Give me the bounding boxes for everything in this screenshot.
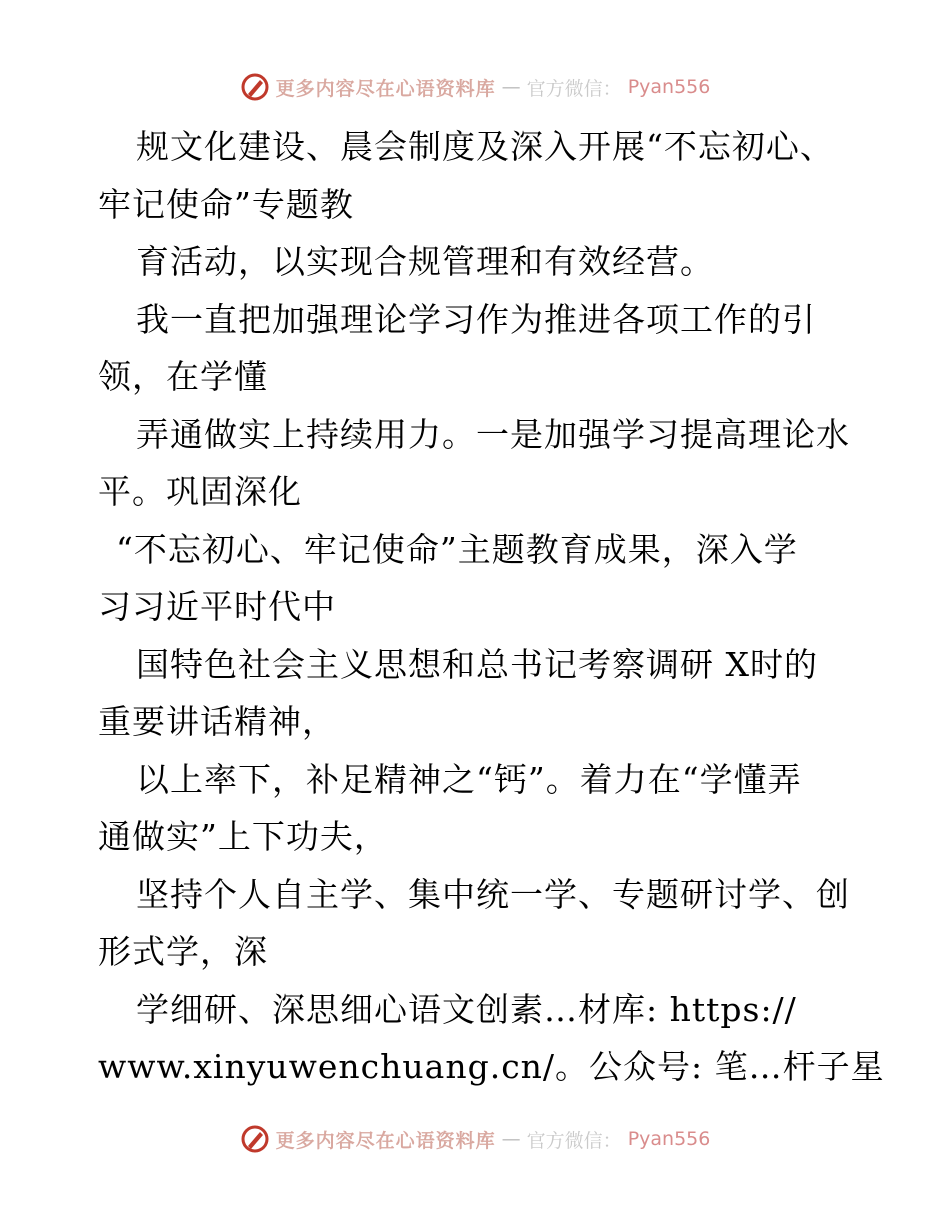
body-line: 牢记使命”专题教 bbox=[98, 184, 354, 224]
body-line: 学细研、深思细心语文创素…材库: https:// bbox=[136, 989, 797, 1029]
pen-circle-logo-icon bbox=[240, 72, 270, 102]
body-line: 坚持个人自主学、集中统一学、专题研讨学、创 bbox=[136, 874, 850, 914]
pen-circle-logo-icon bbox=[240, 1124, 270, 1154]
body-line: 国特色社会主义思想和总书记考察调研 X时的 bbox=[136, 644, 818, 684]
body-line: 习习近平时代中 bbox=[98, 587, 336, 626]
document-body bbox=[98, 118, 885, 1096]
watermark-main-text: 更多内容尽在心语资料库 bbox=[275, 77, 496, 100]
watermark-contact-id: Pyan556 bbox=[627, 1128, 711, 1150]
body-line: 重要讲话精神， bbox=[98, 702, 336, 741]
watermark-footer bbox=[0, 1124, 950, 1154]
body-line: 育活动，以实现合规管理和有效经营。 bbox=[136, 242, 714, 281]
watermark-contact-id: Pyan556 bbox=[627, 76, 711, 98]
body-line: 我一直把加强理论学习作为推进各项工作的引 bbox=[136, 299, 816, 339]
body-line: 规文化建设、晨会制度及深入开展“不忘初心、 bbox=[136, 127, 834, 166]
watermark-separator: — bbox=[501, 76, 521, 98]
body-line: 形式学，深 bbox=[98, 932, 268, 971]
body-line: 通做实”上下功夫， bbox=[98, 817, 388, 856]
body-line: 弄通做实上持续用力。一是加强学习提高理论水 bbox=[136, 414, 850, 454]
body-line: 平。巩固深化 bbox=[98, 472, 302, 511]
watermark-main-text: 更多内容尽在心语资料库 bbox=[275, 1129, 496, 1152]
watermark-header bbox=[0, 72, 950, 102]
body-line: “不忘初心、牢记使命”主题教育成果，深入学 bbox=[116, 529, 798, 569]
body-line: 领，在学懂 bbox=[98, 357, 268, 396]
watermark-contact-label: 官方微信： bbox=[526, 77, 622, 100]
watermark-separator: — bbox=[501, 1128, 521, 1150]
body-line: 以上率下，补足精神之“钙”。着力在“学懂弄 bbox=[136, 759, 802, 799]
watermark-contact-label: 官方微信： bbox=[526, 1129, 622, 1152]
body-line: www.xinyuwenchuang.cn/。公众号: 笔…杆子星 bbox=[98, 1047, 885, 1086]
